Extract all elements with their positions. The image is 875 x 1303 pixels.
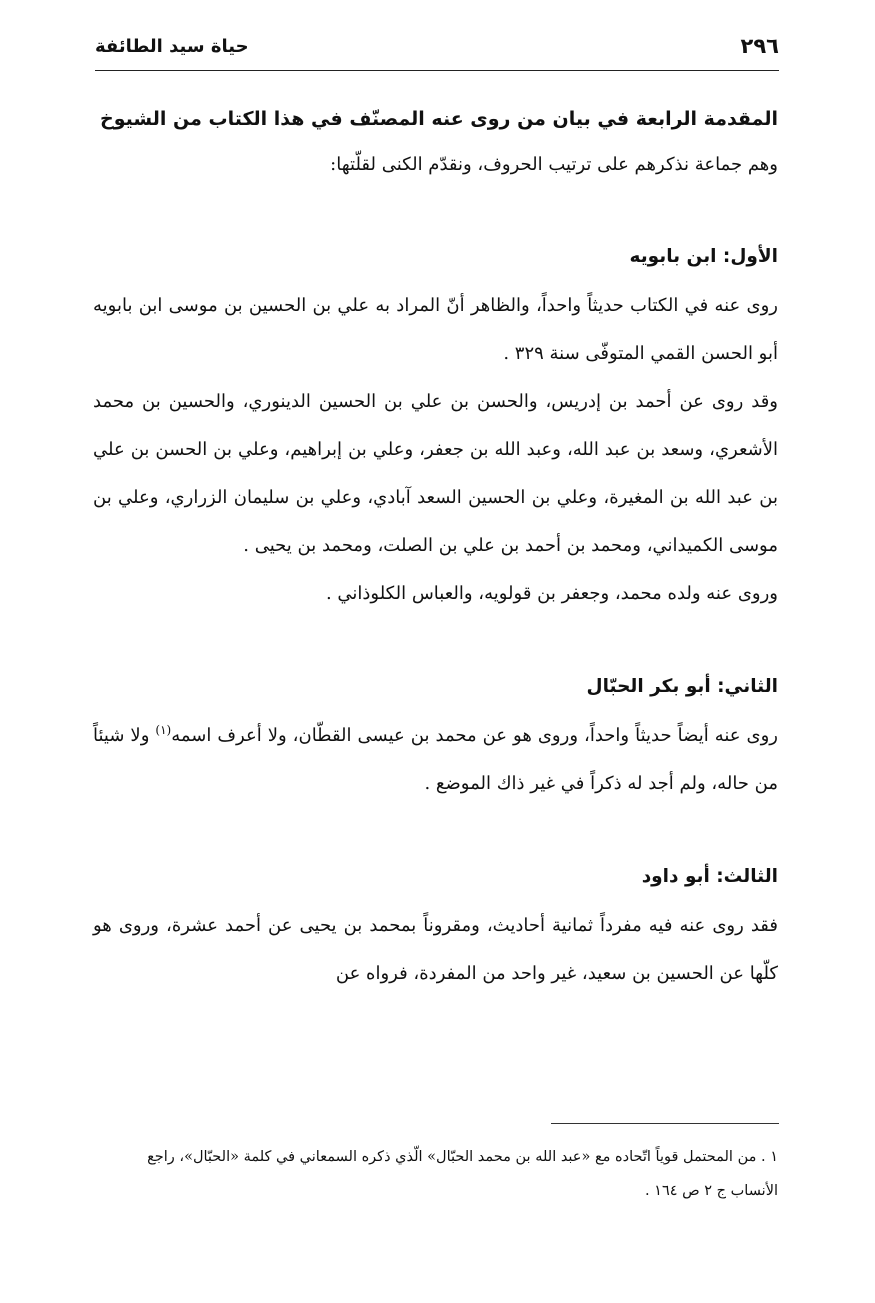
paragraph <box>93 712 778 808</box>
footnote-divider <box>551 1123 779 1124</box>
main-text <box>93 96 778 998</box>
page-number: ٢٩٦ <box>740 34 779 58</box>
section-second <box>93 662 778 808</box>
section-first <box>93 232 778 618</box>
paragraph-text: روى عنه أيضاً حديثاً واحداً، وروى هو عن محمد بن عيسى القطّان، ولا أعرف اسمه <box>171 725 778 746</box>
footnote-text: ١ . من المحتمل قوياً اتّحاده مع «عبد الله بن محمد الحبّال» الّذي ذكره السمعاني في كلمة «الحبّال»، راجع <box>147 1149 778 1165</box>
intro-heading: المقدمة الرابعة في بيان من روى عنه المصنّف في هذا الكتاب من الشيوخ <box>100 108 778 130</box>
running-title: حياة سيد الطائفة <box>95 36 249 57</box>
intro-paragraph: وهم جماعة نذكرهم على ترتيب الحروف، ونقدّم الكنى لقلّتها: <box>330 154 778 175</box>
footnote <box>93 1140 778 1208</box>
paragraph-text: ولا شيئاً من حاله، ولم أجد له ذكراً في غير ذاك الموضع . <box>93 725 778 794</box>
paragraph: وروى عنه ولده محمد، وجعفر بن قولويه، والعباس الكلوذاني . <box>325 583 778 604</box>
section-third <box>93 852 778 998</box>
paragraph: فقد روى عنه فيه مفرداً ثمانية أحاديث، ومقروناً بمحمد بن يحيى عن أحمد عشرة، وروى هو كلّها عن الحسين بن سعيد، غير واحد من المفردة، فرواه عن <box>93 915 778 984</box>
paragraph: وقد روى عن أحمد بن إدريس، والحسن بن علي بن الحسين الدينوري، والحسين بن محمد الأشعري، وسعد بن عبد الله، وعبد الله بن جعفر، وعلي بن إبراهيم، وعلي بن الحسن بن علي بن عبد الله بن المغيرة، وعلي بن الحسين السعد آبادي، وعلي بن سليمان الزراري، وعلي بن موسى الكميداني، ومحمد بن أحمد بن علي بن الصلت، ومحمد بن يحيى . <box>93 391 779 556</box>
section-heading: الثالث: أبو داود <box>641 866 778 887</box>
footnote-text: الأنساب ج ٢ ص ١٦٤ . <box>644 1183 778 1199</box>
section-heading: الثاني: أبو بكر الحبّال <box>586 676 778 697</box>
section-heading: الأول: ابن بابويه <box>629 246 778 267</box>
page-header <box>95 30 779 71</box>
footnote-reference[interactable]: (١) <box>155 723 172 737</box>
paragraph: روى عنه في الكتاب حديثاً واحداً، والظاهر أنّ المراد به علي بن الحسين بن موسى ابن بابويه أبو الحسن القمي المتوفّى سنة ٣٢٩ . <box>93 295 778 364</box>
